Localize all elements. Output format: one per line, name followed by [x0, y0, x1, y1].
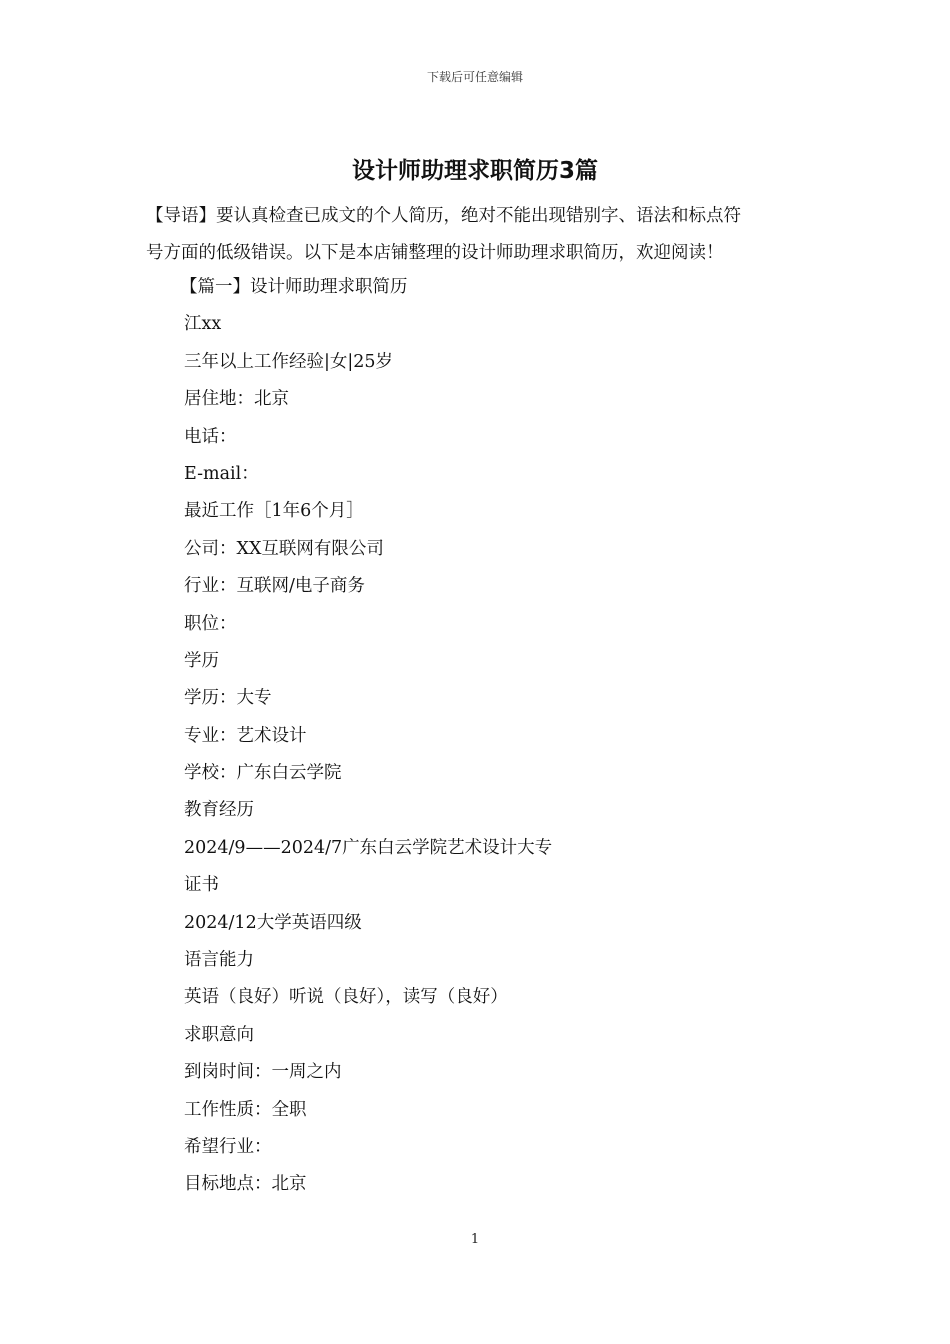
resume-recent-work: 最近工作［1年6个月］	[184, 501, 364, 522]
resume-target-location: 目标地点：北京	[184, 1174, 307, 1195]
resume-certificates-heading: 证书	[184, 875, 219, 896]
resume-education-entry: 2024/9——2024/7广东白云学院艺术设计大专	[184, 837, 553, 858]
resume-language-heading: 语言能力	[184, 950, 254, 971]
resume-start-time: 到岗时间：一周之内	[184, 1062, 342, 1083]
resume-phone: 电话：	[184, 426, 237, 447]
page-header: 下载后可任意编辑	[426, 70, 523, 84]
resume-desired-industry: 希望行业：	[184, 1136, 272, 1157]
resume-email: E-mail：	[184, 463, 259, 484]
resume-school: 学校：广东白云学院	[184, 763, 342, 784]
intro-paragraph	[146, 198, 816, 272]
intro-line: 号方面的低级错误。以下是本店铺整理的设计师助理求职简历，欢迎阅读！	[146, 243, 724, 263]
resume-education-heading: 学历	[184, 650, 219, 671]
resume-job-type: 工作性质：全职	[184, 1099, 307, 1120]
resume-intention-heading: 求职意向	[184, 1024, 254, 1045]
resume-degree: 学历：大专	[184, 688, 272, 709]
resume-summary: 三年以上工作经验|女|25岁	[184, 351, 394, 372]
resume-major: 专业：艺术设计	[184, 725, 307, 746]
resume-industry: 行业：互联网/电子商务	[184, 576, 365, 597]
section-heading: 【篇一】设计师助理求职简历	[180, 277, 408, 297]
resume-certificate-entry: 2024/12大学英语四级	[184, 912, 362, 933]
resume-company: 公司：XX互联网有限公司	[184, 538, 384, 559]
resume-position: 职位：	[184, 613, 237, 634]
resume-language-entry: 英语（良好）听说（良好），读写（良好）	[184, 987, 508, 1008]
page-number: 1	[470, 1232, 480, 1247]
document-title: 设计师助理求职简历3篇	[351, 158, 598, 184]
resume-name: 江xx	[184, 314, 222, 335]
resume-section-1	[180, 269, 824, 1204]
resume-residence: 居住地：北京	[184, 389, 289, 410]
intro-line: 【导语】要认真检查已成文的个人简历，绝对不能出现错别字、语法和标点符	[146, 206, 741, 226]
resume-education-history-heading: 教育经历	[184, 800, 254, 821]
